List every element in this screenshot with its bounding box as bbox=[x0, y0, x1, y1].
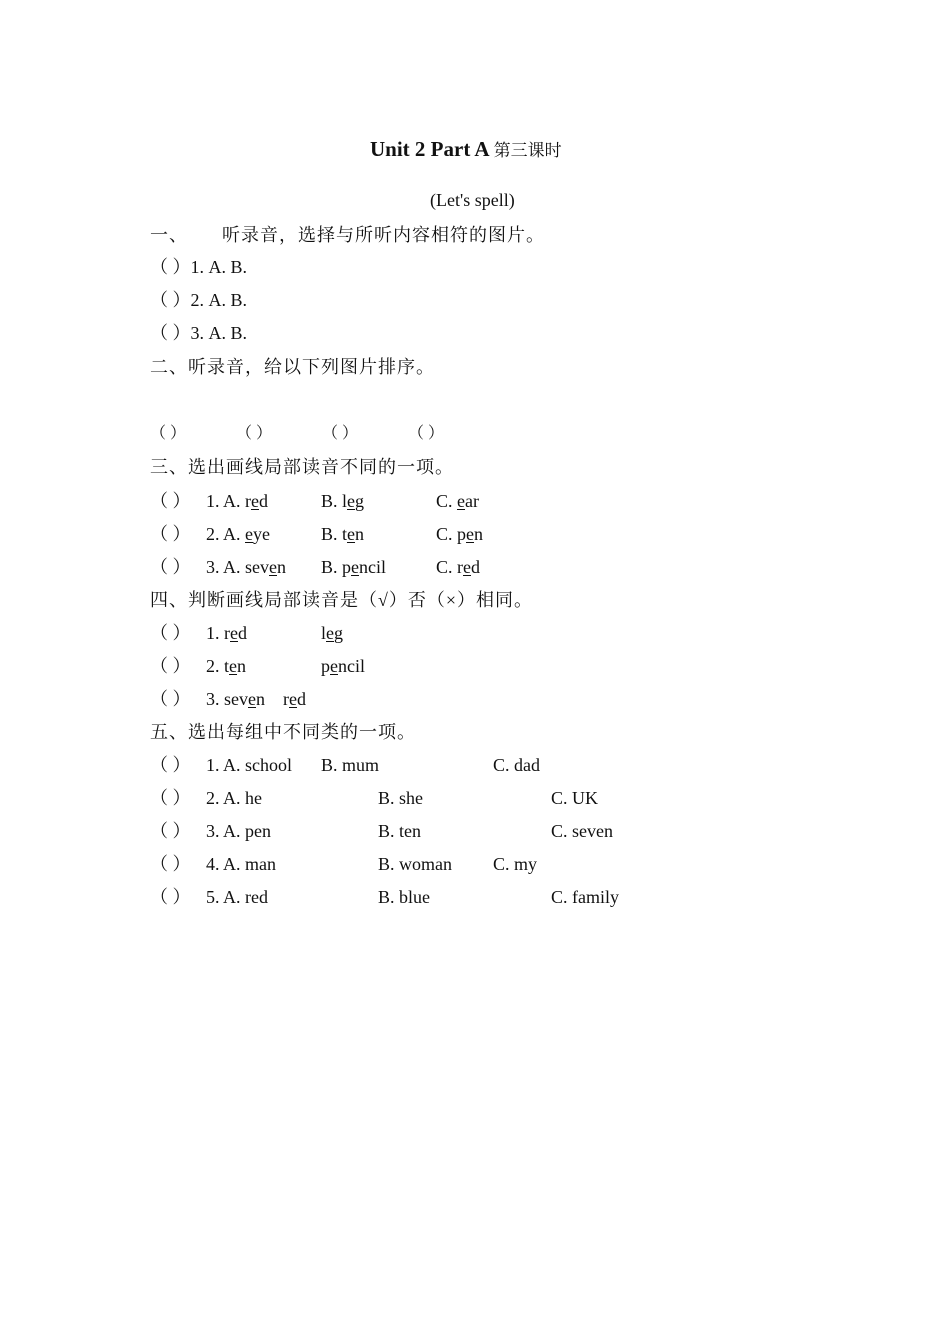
option-a: 4. A. man bbox=[206, 854, 276, 874]
word-b: pencil bbox=[321, 656, 365, 676]
question-row bbox=[150, 256, 247, 278]
order-blank[interactable]: （ ） bbox=[150, 425, 187, 442]
answer-blank[interactable]: （ ） bbox=[150, 257, 191, 277]
answer-blank[interactable]: （ ） bbox=[150, 623, 191, 643]
option-b: B. mum bbox=[321, 755, 380, 775]
option-a: 1. A. school bbox=[206, 755, 293, 775]
answer-blank[interactable]: （ ） bbox=[150, 788, 191, 808]
answer-blank[interactable]: （ ） bbox=[150, 491, 191, 511]
option-c: C. UK bbox=[551, 788, 599, 808]
title-english: Unit 2 Part A bbox=[370, 137, 489, 161]
option-c: C. family bbox=[551, 887, 619, 907]
section-1-title: 听录音，选择与所听内容相符的图片。 bbox=[222, 225, 545, 245]
option-a: 5. A. red bbox=[206, 887, 268, 907]
order-blank[interactable]: （ ） bbox=[408, 425, 445, 442]
option-a: 3. A. seven bbox=[206, 557, 286, 577]
option-b: B. ten bbox=[378, 821, 421, 841]
question-row bbox=[150, 322, 247, 344]
section-3-heading: 三、选出画线局部读音不同的一项。 bbox=[150, 457, 454, 477]
option-c: C. ear bbox=[436, 491, 479, 511]
answer-blank[interactable]: （ ） bbox=[150, 656, 191, 676]
question-row bbox=[150, 289, 247, 311]
option-c: C. pen bbox=[436, 524, 484, 544]
option-c: C. red bbox=[436, 557, 480, 577]
order-blank[interactable]: （ ） bbox=[322, 425, 359, 442]
question-text: 1. A. B. bbox=[190, 257, 248, 277]
section-1-number: 一、 bbox=[150, 225, 188, 245]
option-b: B. ten bbox=[321, 524, 365, 544]
answer-blank[interactable]: （ ） bbox=[150, 323, 191, 343]
question-text: 3. A. B. bbox=[190, 323, 248, 343]
word-b: red bbox=[283, 689, 306, 709]
word-a: 1. red bbox=[206, 623, 247, 643]
option-b: B. woman bbox=[378, 854, 452, 874]
option-a: 2. A. he bbox=[206, 788, 262, 808]
option-b: B. blue bbox=[378, 887, 430, 907]
order-blank[interactable]: （ ） bbox=[236, 425, 273, 442]
answer-blank[interactable]: （ ） bbox=[150, 689, 191, 709]
answer-blank[interactable]: （ ） bbox=[150, 290, 191, 310]
answer-blank[interactable]: （ ） bbox=[150, 524, 191, 544]
answer-blank[interactable]: （ ） bbox=[150, 557, 191, 577]
option-b: B. leg bbox=[321, 491, 365, 511]
answer-blank[interactable]: （ ） bbox=[150, 755, 191, 775]
option-b: B. she bbox=[378, 788, 423, 808]
answer-blank[interactable]: （ ） bbox=[150, 854, 191, 874]
section-4-heading: 四、判断画线局部读音是（√）否（×）相同。 bbox=[150, 590, 534, 610]
option-c: C. seven bbox=[551, 821, 613, 841]
title-chinese: 第三课时 bbox=[493, 141, 562, 160]
option-b: B. pencil bbox=[321, 557, 387, 577]
word-b: leg bbox=[321, 623, 344, 643]
section-2-heading: 二、听录音，给以下列图片排序。 bbox=[150, 357, 435, 377]
page-subtitle: (Let's spell) bbox=[430, 190, 515, 210]
answer-blank[interactable]: （ ） bbox=[150, 887, 191, 907]
option-c: C. dad bbox=[493, 755, 540, 775]
section-5-heading: 五、选出每组中不同类的一项。 bbox=[150, 722, 416, 742]
option-a: 2. A. eye bbox=[206, 524, 271, 544]
page-title bbox=[370, 138, 562, 162]
word-a: 2. ten bbox=[206, 656, 247, 676]
section-1-heading bbox=[150, 224, 545, 246]
option-a: 1. A. red bbox=[206, 491, 268, 511]
answer-blank[interactable]: （ ） bbox=[150, 821, 191, 841]
question-text: 2. A. B. bbox=[190, 290, 248, 310]
option-a: 3. A. pen bbox=[206, 821, 271, 841]
option-c: C. my bbox=[493, 854, 538, 874]
word-a: 3. seven bbox=[206, 689, 265, 709]
